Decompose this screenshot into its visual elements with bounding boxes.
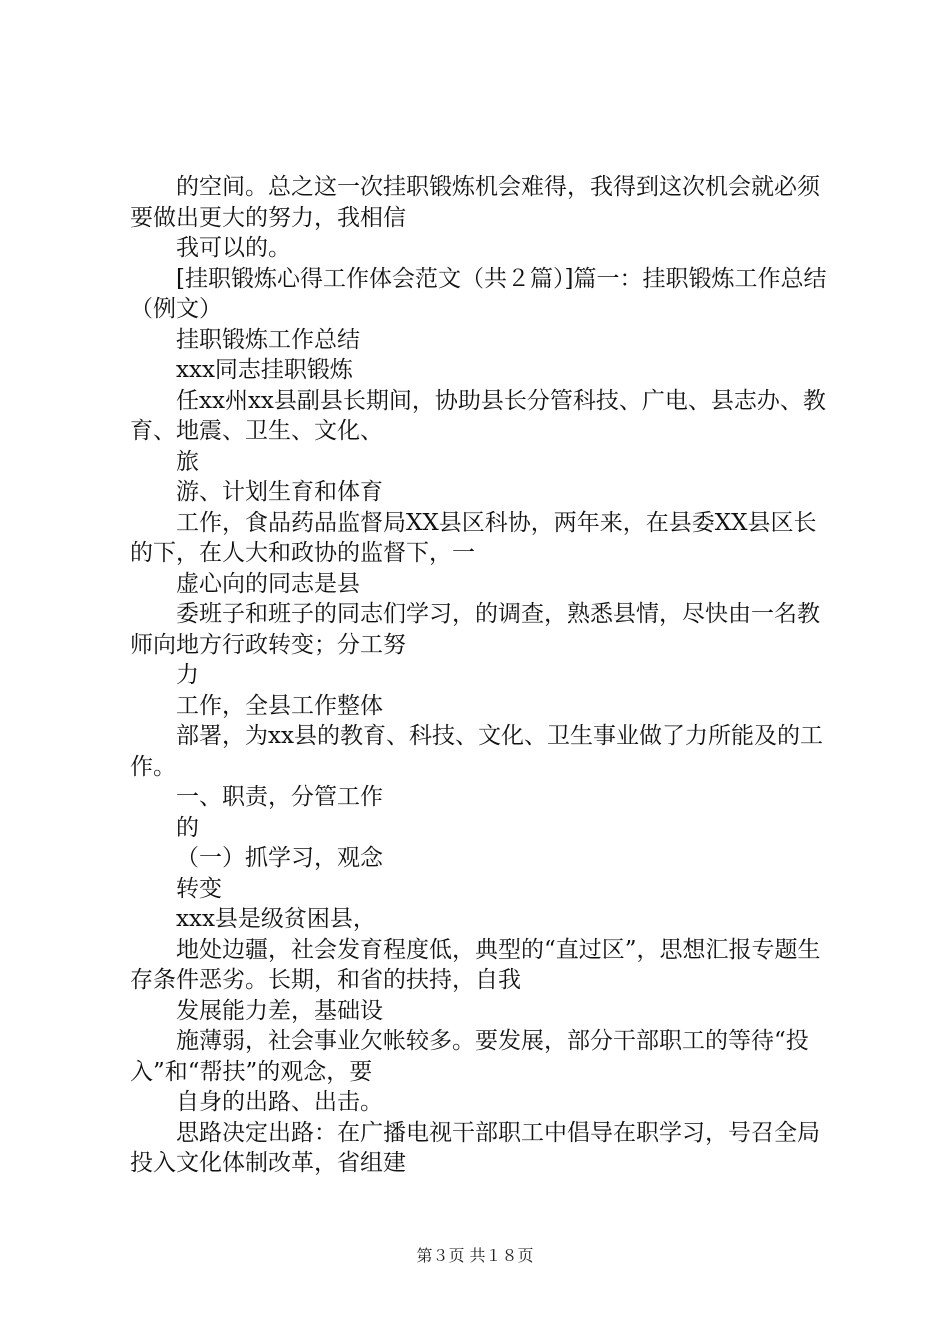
- paragraph: 我可以的。: [176, 235, 291, 261]
- paragraph: 发展能力差，基础设: [176, 997, 383, 1024]
- paragraph: xxx县是级贫困县，: [176, 906, 376, 932]
- paragraph: 游、计划生育和体育: [176, 479, 383, 505]
- paragraph: （一）抓学习，观念: [176, 845, 383, 871]
- paragraph: 地处边疆，社会发育程度低，典型的“直过区”，思想汇报专题生存条件恶劣。长期，和省的扶持，自我: [130, 936, 821, 993]
- document-body: [130, 172, 830, 1179]
- paragraph: 旅: [176, 448, 199, 475]
- paragraph: [挂职锻炼心得工作体会范文（共２篇）]篇一：挂职锻炼工作总结（例文）: [130, 265, 827, 322]
- paragraph: 的空间。总之这一次挂职锻炼机会难得，我得到这次机会就必须要做出更大的努力，我相信: [130, 174, 820, 231]
- paragraph: 的: [176, 814, 199, 841]
- paragraph: 部署，为xx县的教育、科技、文化、卫生事业做了力所能及的工作。: [130, 723, 823, 780]
- paragraph: 施薄弱，社会事业欠帐较多。要发展，部分干部职工的等待“投入”和“帮扶”的观念，要: [130, 1028, 809, 1085]
- paragraph: 自身的出路、出击。: [176, 1089, 383, 1115]
- paragraph: 挂职锻炼工作总结: [176, 326, 360, 353]
- paragraph: 工作，全县工作整体: [176, 692, 383, 719]
- paragraph: 任xx州xx县副县长期间，协助县长分管科技、广电、县志办、教育、地震、卫生、文化、: [130, 387, 826, 444]
- page-footer: 第３页 共１８页: [416, 1246, 534, 1265]
- paragraph: 工作，食品药品监督局XX县区科协，两年来，在县委XX县区长的下，在人大和政协的监督下，一: [130, 509, 817, 566]
- paragraph: 虚心向的同志是县: [176, 570, 360, 597]
- paragraph: 委班子和班子的同志们学习，的调查，熟悉县情，尽快由一名教师向地方行政转变；分工努: [130, 601, 820, 658]
- paragraph: 一、职责，分管工作: [176, 784, 383, 810]
- paragraph: 思路决定出路：在广播电视干部职工中倡导在职学习，号召全局投入文化体制改革，省组建: [130, 1119, 820, 1176]
- paragraph: xxx同志挂职锻炼: [176, 357, 353, 383]
- paragraph: 力: [176, 662, 199, 688]
- paragraph: 转变: [176, 875, 222, 902]
